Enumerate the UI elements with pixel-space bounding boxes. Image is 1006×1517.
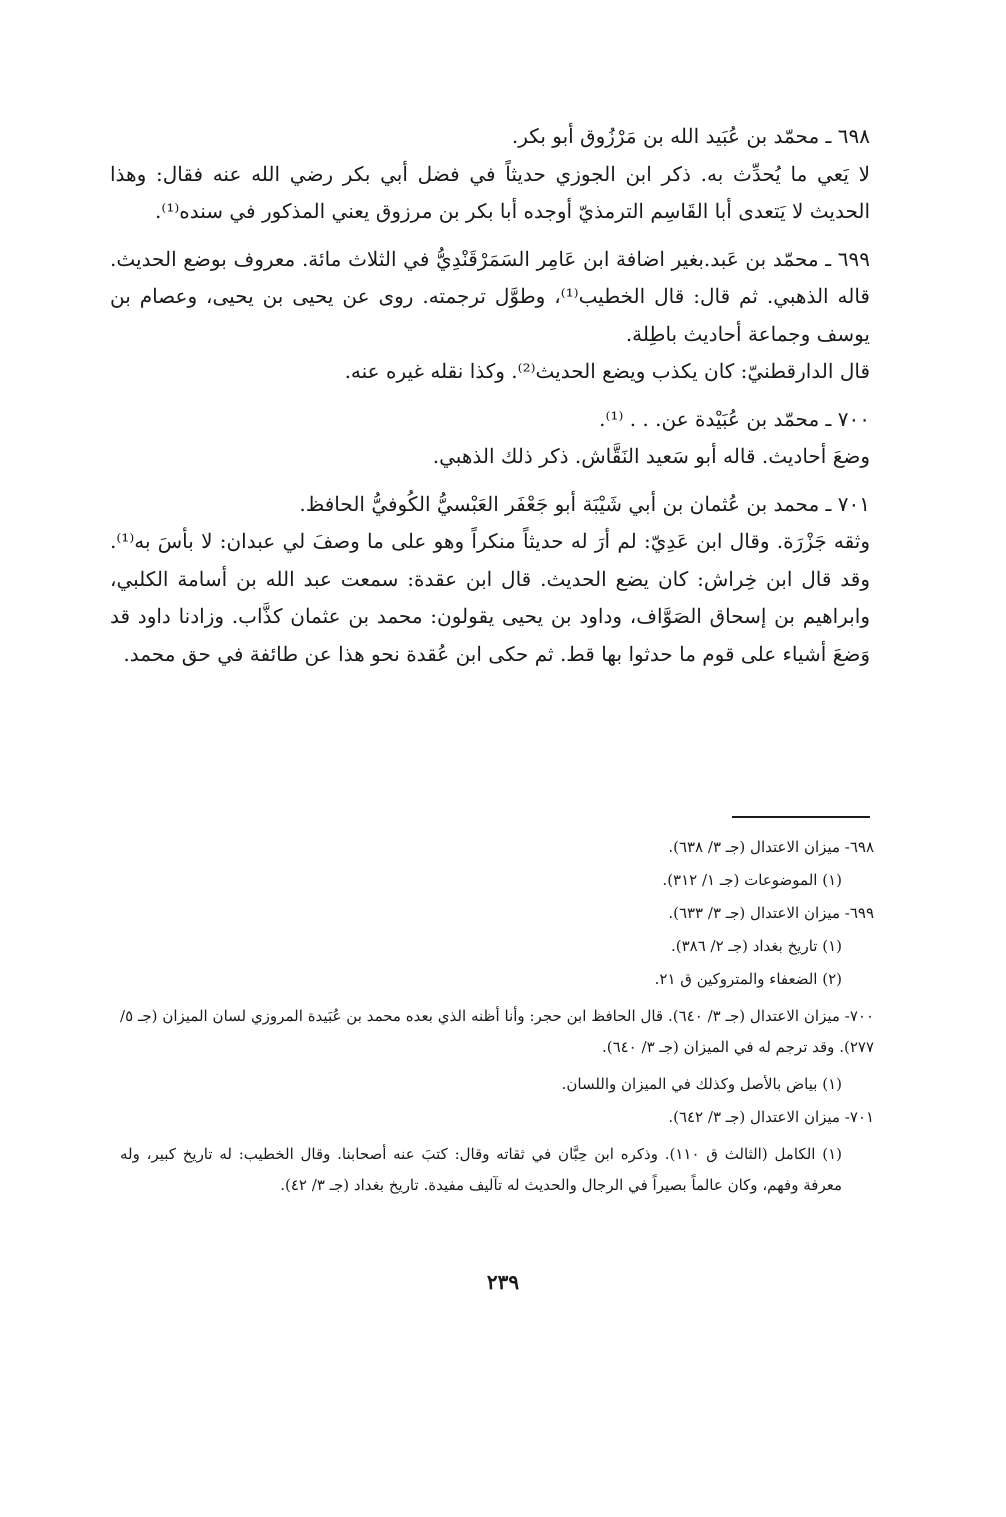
page-number: ٢٣٩ bbox=[486, 1270, 520, 1294]
entry-heading: ٦٩٩ ـ محمّد بن عَبد.بغير اضافة ابن عَامِر السَمَرْقَنْدِيُّ في الثلاث مائة. معروف بوضع الحديث. قاله الذهبي. ثم قال: قال الخطيب⁽¹⁾، وطوَّل ترجمته. روى عن يحيى بن يحيى، وعصام بن يوسف وجماعة أحاديث باطِلة. bbox=[110, 246, 870, 346]
entry-body: وضعَ أحاديث. قاله أبو سَعيد النَقَّاش. ذكر ذلك الذهبي. bbox=[432, 444, 870, 468]
entry-699 bbox=[110, 241, 870, 391]
entry-heading: ٧٠١ ـ محمد بن عُثمان بن أبي شَيْبَة أبو جَعْفَر العَبْسيُّ الكُوفيُّ الحافظ. bbox=[299, 491, 870, 516]
entry-700 bbox=[110, 401, 870, 476]
footnote-700-1: (١) بياض بالأصل وكذلك في الميزان واللسان. bbox=[561, 1075, 842, 1093]
footnote-source-700: ٧٠٠- ميزان الاعتدال (جـ ٣/ ٦٤٠). قال الحافظ ابن حجر: وأنا أظنه الذي بعده محمد بن عُبَيدة المروزي لسان الميزان (جـ ٥/ ٢٧٧). وقد ترجم له في الميزان (جـ ٣/ ٦٤٠). bbox=[120, 1007, 875, 1056]
entry-701 bbox=[110, 486, 870, 674]
entry-body: قال الدارقطنيّ: كان يكذب ويضع الحديث⁽²⁾. وكذا نقله غيره عنه. bbox=[344, 359, 870, 383]
footnote-701-1: (١) الكامل (الثالث ق ١١٠). وذكره ابن حِبَّان في ثقاته وقال: كتبَ عنه أصحابنا. وقال الخطيب: له تاريخ كبير، وله معرفة وفهم، وكان عالماً بصيراً في الرجال والحديث له تآليف مفيدة. تاريخ بغداد (جـ ٣/ ٤٢). bbox=[120, 1145, 842, 1194]
entry-body: وثقه جَزْرَة. وقال ابن عَدِيّ: لم أرَ له حديثاً منكراً وهو على ما وصفَ لي عبدان: لا بأسَ به⁽¹⁾. وقد قال ابن خِراش: كان يضع الحديث. قال ابن عقدة: سمعت عبد الله بن أسامة الكلبي، وابراهيم بن إسحاق الصَوَّاف، وداود بن يحيى يقولون: محمد بن عثمان كذَّاب. وزادنا داود قد وَضعَ أشياء على قوم ما حدثوا بها قط. ثم حكى ابن عُقدة نحو هذا عن طائفة في حق محمد. bbox=[110, 529, 870, 666]
footnote-699-2: (٢) الضعفاء والمتروكين ق ٢١. bbox=[654, 970, 842, 988]
entry-body: لا يَعي ما يُحدِّث به. ذكر ابن الجوزي حديثاً في فضل أبي بكر رضي الله عنه فقال: وهذا الحديث لا يَتعدى أبا القَاسِم الترمذيّ أوجده أبا بكر بن مرزوق يعني المذكور في سنده⁽¹⁾. bbox=[110, 161, 870, 223]
footnote-source-699: ٦٩٩- ميزان الاعتدال (جـ ٣/ ٦٣٣). bbox=[668, 904, 874, 922]
footnote-source-701: ٧٠١- ميزان الاعتدال (جـ ٣/ ٦٤٢). bbox=[668, 1108, 874, 1126]
footnotes bbox=[120, 832, 874, 1205]
footnote-699-1: (١) تاريخ بغداد (جـ ٢/ ٣٨٦). bbox=[670, 937, 842, 955]
main-text bbox=[110, 118, 870, 673]
entry-698 bbox=[110, 118, 870, 231]
entry-heading: ٦٩٨ ـ محمّد بن عُبَيد الله بن مَرْزُوق أبو بكر. bbox=[511, 124, 870, 148]
footnote-source-698: ٦٩٨- ميزان الاعتدال (جـ ٣/ ٦٣٨). bbox=[668, 838, 874, 856]
footnote-divider bbox=[732, 816, 870, 818]
footnote-698-1: (١) الموضوعات (جـ ١/ ٣١٢). bbox=[662, 871, 842, 889]
entry-heading: ٧٠٠ ـ محمّد بن عُبَيْدة عن. . . ⁽¹⁾. bbox=[599, 406, 870, 431]
